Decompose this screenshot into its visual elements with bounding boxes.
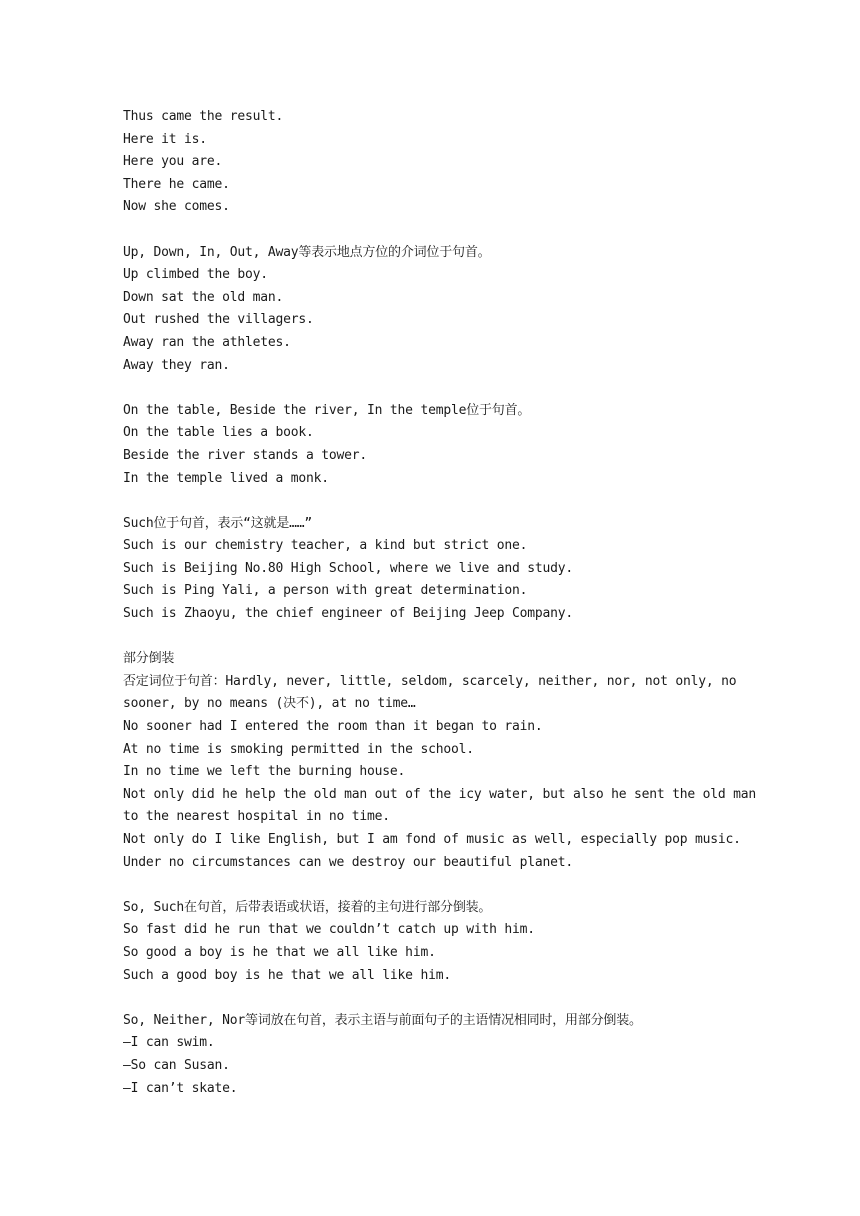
text-line: Away they ran. — [123, 357, 230, 373]
text-line: 否定词位于句首：Hardly, never, little, seldom, scarcely, neither, nor, not only, no sooner, by no means (决不), at no time… — [123, 673, 737, 712]
text-line: Down sat the old man. — [123, 289, 284, 305]
text-line: Such a good boy is he that we all like him. — [123, 967, 451, 983]
text-line: Not only do I like English, but I am fond of music as well, especially pop music. — [123, 832, 741, 847]
text-line: Such is Ping Yali, a person with great determination. — [123, 583, 528, 599]
dialogue-line: —I can swim. — [123, 1035, 215, 1051]
text-line: Thus came the result. — [123, 109, 284, 124]
blank-line — [123, 490, 763, 513]
section-such — [123, 513, 763, 626]
text-line: Here it is. — [123, 131, 207, 147]
text-line: In the temple lived a monk. — [123, 470, 329, 486]
text-line: No sooner had I entered the room than it began to rain. — [123, 719, 543, 735]
section-so-such — [123, 897, 763, 987]
section-heading: Such位于句首，表示“这就是……” — [123, 515, 313, 531]
section-heading: Up, Down, In, Out, Away等表示地点方位的介词位于句首。 — [123, 244, 491, 260]
document-page — [123, 106, 763, 1100]
section-heading: 部分倒装 — [123, 651, 175, 667]
text-line: Up climbed the boy. — [123, 267, 268, 283]
text-line: At no time is smoking permitted in the school. — [123, 741, 474, 757]
section-heading: So, Such在句首，后带表语或状语，接着的主句进行部分倒装。 — [123, 899, 492, 915]
blank-line — [123, 377, 763, 400]
text-line: Such is Beijing No.80 High School, where we live and study. — [123, 560, 573, 576]
text-line: Away ran the athletes. — [123, 334, 291, 350]
text-line: Not only did he help the old man out of the icy water, but also he sent the old man to the nearest hospital in no time. — [123, 786, 757, 825]
section-partial-inversion — [123, 648, 763, 874]
section-heading: On the table, Beside the river, In the temple位于句首。 — [123, 402, 531, 418]
section-prepositional-phrases — [123, 400, 763, 490]
text-line: Such is our chemistry teacher, a kind but strict one. — [123, 538, 528, 554]
text-line: On the table lies a book. — [123, 425, 314, 441]
text-line: Such is Zhaoyu, the chief engineer of Beijing Jeep Company. — [123, 606, 573, 622]
section-adverbs-of-place — [123, 242, 763, 378]
section-here-there — [123, 106, 763, 219]
text-line: In no time we left the burning house. — [123, 764, 406, 780]
blank-line — [123, 626, 763, 649]
text-line: Out rushed the villagers. — [123, 312, 314, 328]
section-so-neither-nor — [123, 1010, 763, 1100]
text-line: Beside the river stands a tower. — [123, 447, 368, 463]
blank-line — [123, 219, 763, 242]
dialogue-line: —I can’t skate. — [123, 1080, 238, 1096]
blank-line — [123, 874, 763, 897]
text-line: Under no circumstances can we destroy our beautiful planet. — [123, 854, 573, 870]
text-line: There he came. — [123, 176, 230, 192]
section-heading: So, Neither, Nor等词放在句首，表示主语与前面句子的主语情况相同时，用部分倒装。 — [123, 1012, 642, 1028]
text-line: So good a boy is he that we all like him. — [123, 944, 436, 960]
text-line: Here you are. — [123, 154, 223, 170]
text-line: Now she comes. — [123, 199, 230, 215]
dialogue-line: —So can Susan. — [123, 1057, 230, 1073]
blank-line — [123, 987, 763, 1010]
text-line: So fast did he run that we couldn’t catch up with him. — [123, 922, 535, 938]
